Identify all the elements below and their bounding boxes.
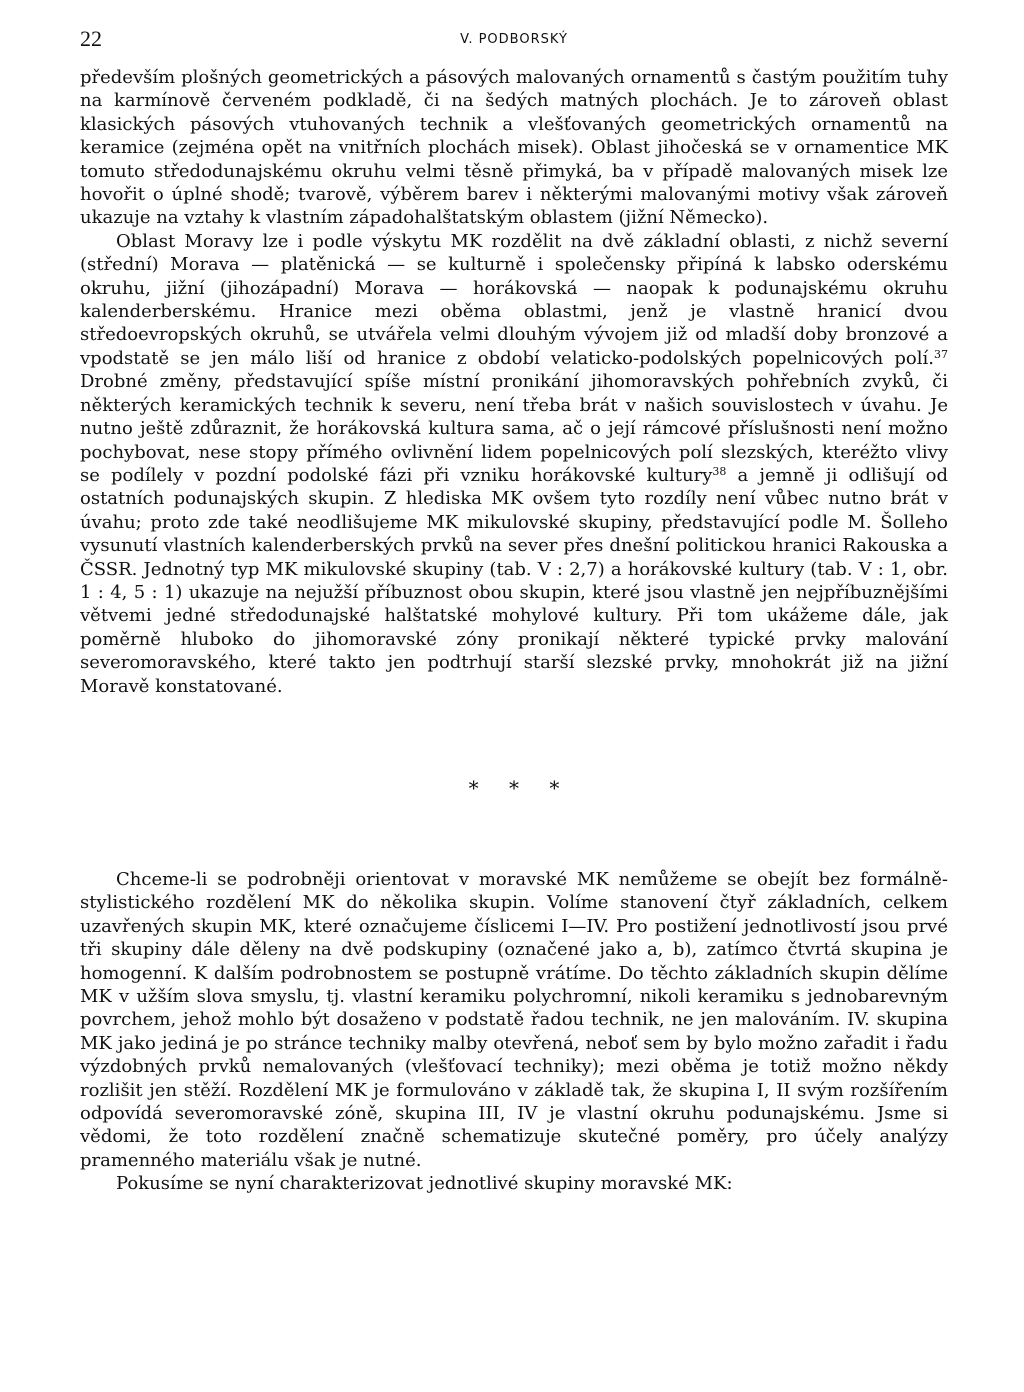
paragraph-2 bbox=[80, 230, 948, 698]
paragraph-4 bbox=[80, 1172, 948, 1195]
paragraph-3 bbox=[80, 868, 948, 1172]
paragraph-text: Pokusíme se nyní charakterizovat jednotlivé skupiny moravské MK: bbox=[116, 1173, 733, 1195]
paragraph-1 bbox=[80, 66, 948, 230]
document-page bbox=[80, 26, 948, 1196]
footnote-ref-38: 38 bbox=[712, 464, 727, 478]
paragraph-text: Oblast Moravy lze i podle výskytu MK rozdělit na dvě základní oblasti, z nichž severní (střední) Morava — platěnická — se kulturně i společensky připíná k labsko oderskému okruhu, jižní (jihozápadní) Morava — horákovská — naopak k podunajskému okruhu kalenderberskému. Hranice mezi oběma oblastmi, jenž je vlastně hranicí dvou středoevropských okruhů, se utvářela velmi dlouhým vývojem již od mladší doby bronzové a vpodstatě se jen málo liší od hranice z období velaticko-podolských popelnicových polí. bbox=[80, 230, 948, 369]
footnote-ref-37: 37 bbox=[934, 347, 948, 361]
page-header bbox=[80, 26, 948, 66]
running-head: V. PODBORSKÝ bbox=[460, 32, 568, 47]
paragraph-text: především plošných geometrických a pásových malovaných ornamentů s častým použitím tuhy na karmínově červeném podkladě, či na šedých matných plochách. Je to zároveň oblast klasických pásových vtuhovaných technik a vlešťovaných geometrických ornamentů na keramice (zejména opět na vnitřních plochách misek). Oblast jihočeská se v ornamentice MK tomuto středodunajskému okruhu velmi těsně přimyká, ba v případě malovaných misek lze hovořit o úplné shodě; tvarově, výběrem barev i některými malovanými motivy však zároveň ukazuje na vztahy k vlastním západohalštatským oblastem (jižní Německo). bbox=[80, 67, 948, 229]
section-separator: * * * bbox=[468, 775, 572, 800]
paragraph-text: a jemně ji odlišují od ostatních podunajských skupin. Z hlediska MK ovšem tyto rozdíly není vůbec nutno brát v úvahu; proto zde také neodlišujeme MK mikulovské skupiny, představující podle M. Šolleho vysunutí vlastních kalenderberských prvků na sever přes dnešní politickou hranici Rakouska a ČSSR. Jednotný typ MK mikulovské skupiny (tab. V : 2,7) a horákovské kultury (tab. V : 1, obr. 1 : 4, 5 : 1) ukazuje na nejužší příbuznost obou skupin, které jsou vlastně jen nejpříbuznějšími větvemi jedné středodunajské halštatské mohylové kultury. Při tom ukážeme dále, jak poměrně hluboko do jihomoravské zóny pronikají některé typické prvky malování severomoravského, které takto jen podtrhují starší slezské prvky, mnohokrát již na jižní Moravě konstatované. bbox=[80, 464, 948, 697]
paragraph-text: Drobné změny, představující spíše místní pronikání jihomoravských pohřebních zvyků, či některých keramických technik k severu, není třeba brát v našich souvislostech v úvahu. Je nutno ještě zdůraznit, že horákovská kultura sama, ač o její rámcové příslušnosti není možno pochybovat, nese stopy přímého ovlivnění lidem popelnicových polí slezských, kteréžto vlivy se podílely v pozdní podolské fázi při vzniku horákovské kultury bbox=[80, 371, 948, 486]
paragraph-text: Chceme-li se podrobněji orientovat v moravské MK nemůžeme se obejít bez formálně-stylistického rozdělení MK do několika skupin. Volíme stanovení čtyř základních, celkem uzavřených skupin MK, které označujeme číslicemi I—IV. Pro postižení jednotlivostí jsou prvé tři skupiny dále děleny na dvě podskupiny (označené jako a, b), zatímco čtvrtá skupina je homogenní. K dalším podrobnostem se postupně vrátíme. Do těchto základních skupin dělíme MK v užším slova smyslu, tj. vlastní keramiku polychromní, nikoli keramiku s jednobarevným povrchem, jehož mohlo být dosaženo v podstatě řadou technik, ne jen malováním. IV. skupina MK jako jediná je po stránce techniky malby otevřená, neboť sem by bylo možno zařadit i řadu výzdobných prvků nemalovaných (vlešťovací techniky); mezi oběma je totiž možno někdy rozlišit jen stěží. Rozdělení MK je formulováno v základě tak, že skupina I, II svým rozšířením odpovídá severomoravské zóně, skupina III, IV je vlastní okruhu podunajskému. Jsme si vědomi, že toto rozdělení značně schematizuje skutečné poměry, pro účely analýzy pramenného materiálu však je nutné. bbox=[80, 868, 948, 1171]
page-number: 22 bbox=[80, 26, 102, 51]
